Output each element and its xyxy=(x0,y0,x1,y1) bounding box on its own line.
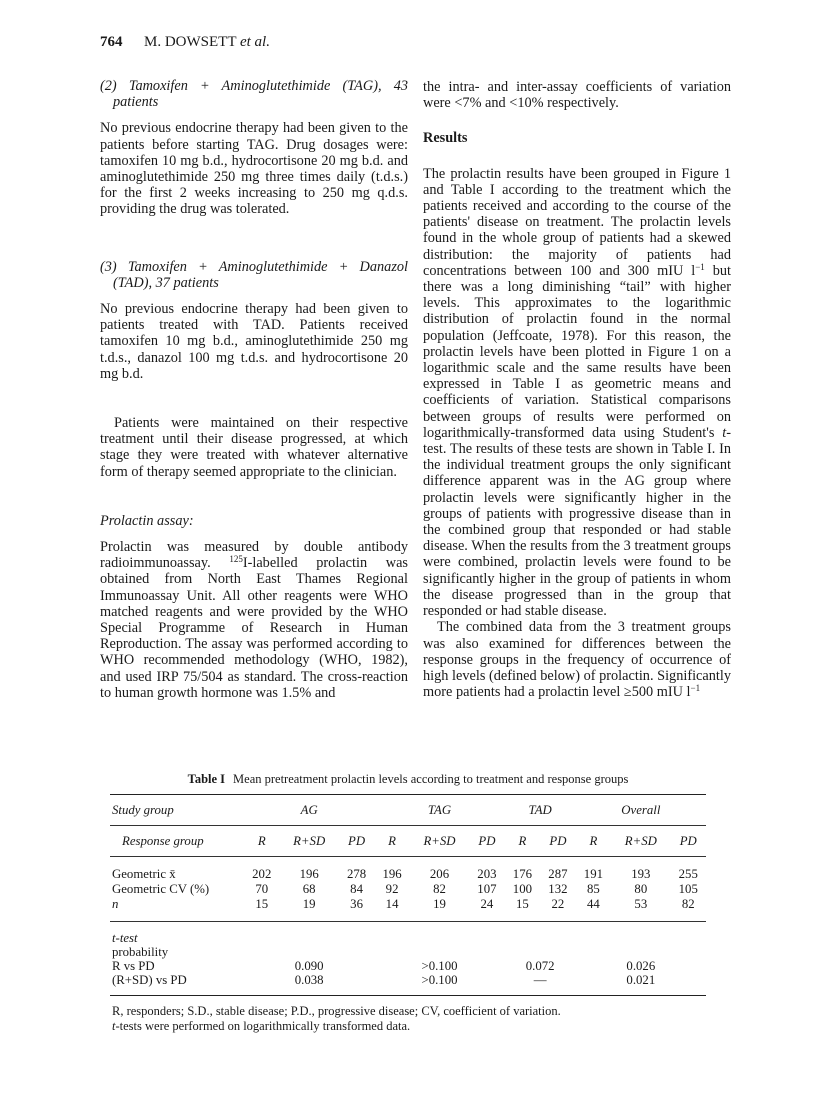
table-cell: 84 xyxy=(350,882,363,896)
response-group-label: Response group xyxy=(122,833,204,848)
table-cell: 176 xyxy=(512,867,532,881)
table-cell: 100 xyxy=(512,882,532,896)
table-cell: 19 xyxy=(433,897,446,911)
table-cell: 255 xyxy=(678,867,698,881)
table-cell: 193 xyxy=(631,867,651,881)
response-group-header: R+SD xyxy=(624,833,657,848)
response-group-header-row xyxy=(110,826,706,857)
table-label: Table I xyxy=(187,772,226,786)
table-cell: 202 xyxy=(252,867,272,881)
table-cell: 80 xyxy=(634,882,648,896)
ttest-row xyxy=(110,959,706,973)
table-footnotes xyxy=(110,1004,706,1034)
running-header xyxy=(100,34,270,51)
tad-paragraph: No previous endocrine therapy had been given to patients treated with TAD. Patients received tamoxifen 10 mg b.d., aminoglutethimide 250 mg t.d.s., danazol 100 mg t.d.s. and hydrocortisone 20 mg b.d. xyxy=(100,301,408,382)
response-group-header: PD xyxy=(549,833,567,848)
authors: M. DOWSETT xyxy=(144,34,237,50)
ttest-row xyxy=(110,973,706,996)
tad-heading: (3) Tamoxifen + Aminoglutethimide + Danazol (TAD), 37 patients xyxy=(100,258,408,291)
results-heading: Results xyxy=(423,130,468,147)
maintenance-paragraph: Patients were maintained on their respective treatment until their disease progressed, at which stage they were treated with whatever alternative form of therapy seemed appropriate to the clinician. xyxy=(100,415,408,480)
response-group-header: R xyxy=(518,833,527,848)
table-cell: 191 xyxy=(583,867,603,881)
table-cell: 203 xyxy=(477,867,497,881)
row-label: R vs PD xyxy=(112,959,155,973)
study-group-overall: Overall xyxy=(621,802,661,817)
ttest-label: t-test probability xyxy=(112,931,169,959)
table-cell: 196 xyxy=(382,867,402,881)
et-al: et al. xyxy=(239,34,270,50)
table-cell: 85 xyxy=(587,882,600,896)
footnote-ttest: t-tests were performed on logarithmically transformed data. xyxy=(112,1019,411,1033)
response-group-header: PD xyxy=(348,833,366,848)
table-cell: 14 xyxy=(385,897,399,911)
response-group-header: R xyxy=(388,833,396,848)
response-group-header: PD xyxy=(679,833,697,848)
table-cell: 105 xyxy=(678,882,698,896)
results-paragraph-1: The prolactin results have been grouped in Figure 1 and Table I according to the treatment which the patients received and according to the course of the patients' disease on treatment. The prolactin levels found in the whole group of patients had a skewed distribution: the majority of patients had concentrations between 100 and 300 mIU $l^{-1}$ but there was a long diminishing “tail” with higher levels. This approximates to the logarithmic distribution of prolactin found in the normal population (Jeffcoate, 1978). For this reason, the prolactin levels have been plotted in Figure 1 on a logarithmic scale and the same results have been expressed in Table I as geometric means and coefficients of variation. Statistical comparisons between groups of results were performed on logarithmically-transformed data using Student's t-test. The results of these tests are shown in Table I. In the individual treatment groups the only significant difference apparent was in the AG group where prolactin levels were significantly higher in the groups of patients with progressive disease than in the combined group that responded or had stable disease. When the results from the 3 treatment groups were combined, prolactin levels were found to be significantly higher in the group of patients in whom the disease progressed than in the group that responded or had stable disease. xyxy=(423,165,732,620)
table-cell: 82 xyxy=(681,897,695,911)
continuation-paragraph: the intra- and inter-assay coefficients of variation were <7% and <10% respectively. xyxy=(423,79,731,112)
table-row xyxy=(110,857,706,883)
assay-heading: Prolactin assay: xyxy=(100,512,194,529)
table-caption: Table I Mean pretreatment prolactin levels according to treatment and response groups xyxy=(187,772,629,786)
table-1 xyxy=(110,772,706,1034)
table-cell: 92 xyxy=(385,882,399,896)
table-cell: 15 xyxy=(516,897,529,911)
study-group-label: Study group xyxy=(112,802,174,817)
table-cell: 22 xyxy=(551,897,565,911)
table-cell: 132 xyxy=(548,882,568,896)
table-cell: 206 xyxy=(429,867,450,881)
study-group-ag: AG xyxy=(300,802,318,817)
table-cell: 19 xyxy=(302,897,316,911)
right-column xyxy=(423,79,731,700)
table-row xyxy=(110,882,706,897)
table-cell: 278 xyxy=(346,867,367,881)
ttest-cell: 0.090 xyxy=(294,959,324,973)
study-group-header-row xyxy=(110,795,706,826)
assay-paragraph: Prolactin was measured by double antibody radioimmunoassay. $^{125}$I-labelled prolactin was obtained from North East Thames Regional Immunoassay Unit. All other reagents were WHO matched reagents and were provided by the WHO Special Programme of Research in Human Reproduction. The assay was performed according to WHO recommended methodology (WHO, 1982), and used IRP 75/504 as standard. The cross-reaction to human growth hormone was 1.5% and xyxy=(100,539,408,701)
row-label: (R+SD) vs PD xyxy=(112,973,187,987)
table-cell: 70 xyxy=(255,882,269,896)
table-cell: 24 xyxy=(480,897,494,911)
row-label: n xyxy=(112,897,119,911)
table-cell: 36 xyxy=(350,897,363,911)
table-cell: 196 xyxy=(299,867,319,881)
ttest-cell: >0.100 xyxy=(421,973,458,987)
table-cell: 68 xyxy=(302,882,316,896)
ttest-cell: 0.021 xyxy=(626,973,656,987)
ttest-cell: >0.100 xyxy=(421,959,458,973)
response-group-header: R+SD xyxy=(293,833,326,848)
table-cell: 44 xyxy=(587,897,600,911)
ttest-label-row xyxy=(110,922,706,960)
ttest-cell: 0.026 xyxy=(626,959,656,973)
study-group-tag: TAG xyxy=(427,802,452,817)
table-cell: 107 xyxy=(477,882,497,896)
response-group-header: R+SD xyxy=(423,833,456,848)
results-paragraph-2: The combined data from the 3 treatment groups was also examined for differences between the response groups in the frequency of occurrence of high levels (defined below) of prolactin. Significantly more patients had a prolactin level ≥500 mIU $l^{-1}$ xyxy=(423,619,731,701)
table-cell: 15 xyxy=(255,897,269,911)
table-cell: 53 xyxy=(634,897,648,911)
ttest-cell: 0.072 xyxy=(525,959,555,973)
study-group-tad: TAD xyxy=(528,802,552,817)
table-cell: 82 xyxy=(433,882,446,896)
response-group-header: R xyxy=(257,833,266,848)
table-row xyxy=(110,897,706,922)
response-group-header: PD xyxy=(478,833,496,848)
ttest-cell: — xyxy=(533,973,547,987)
row-label: Geometric CV (%) xyxy=(112,882,210,896)
prolactin-table xyxy=(110,794,706,996)
page-number: 764 xyxy=(100,34,123,50)
footnote-abbreviations: R, responders; S.D., stable disease; P.D., progressive disease; CV, coefficient of variation. xyxy=(112,1004,561,1018)
tag-heading: (2) Tamoxifen + Aminoglutethimide (TAG), 43 patients xyxy=(100,78,408,111)
left-column xyxy=(100,78,408,701)
response-group-header: R xyxy=(589,833,598,848)
table-cell: 287 xyxy=(548,867,568,881)
ttest-cell: 0.038 xyxy=(294,973,324,987)
row-label: Geometric x̄ xyxy=(112,867,176,881)
tag-paragraph: No previous endocrine therapy had been given to the patients before starting TAG. Drug dosages were: tamoxifen 10 mg b.d., hydrocortisone 20 mg b.d. and aminoglutethimide 250 mg three times daily (t.d.s.) for the first 2 weeks increasing to 250 mg q.d.s. providing the drug was tolerated. xyxy=(100,120,408,218)
